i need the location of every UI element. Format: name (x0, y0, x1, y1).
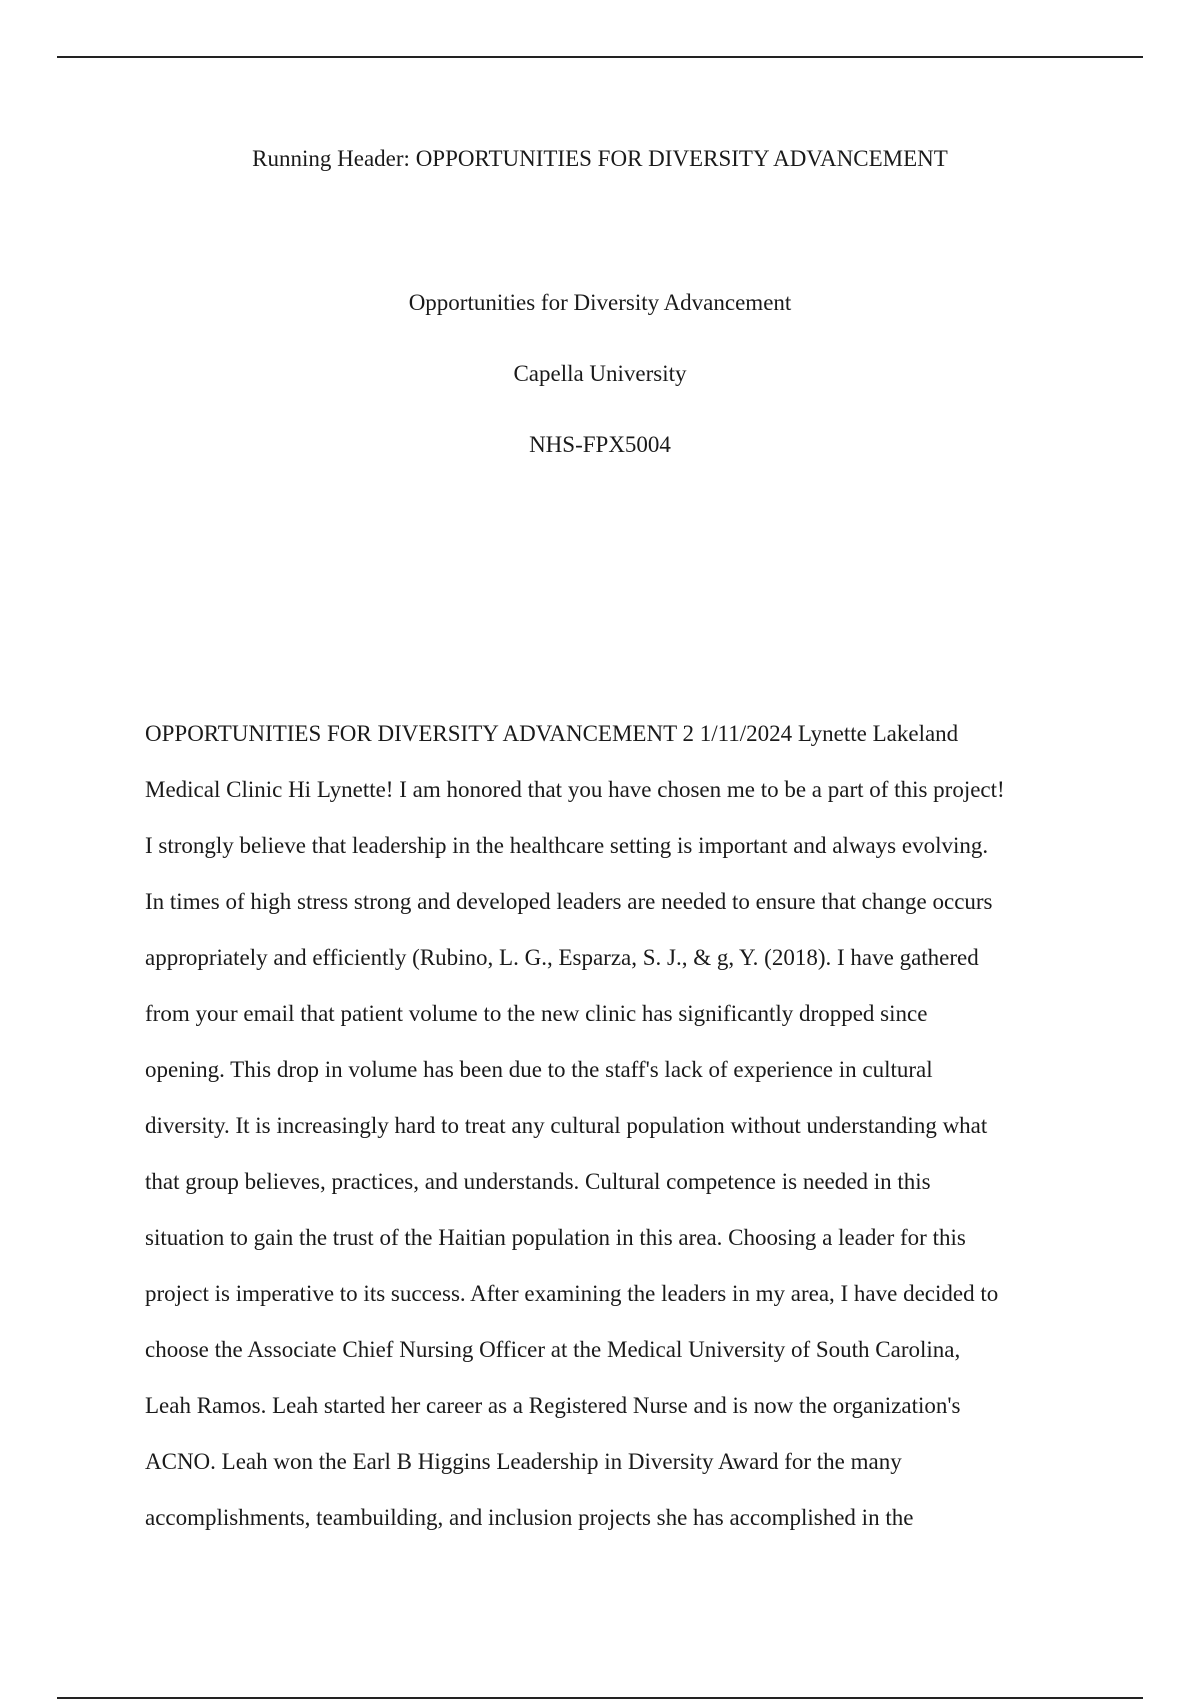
institution-name: Capella University (513, 361, 687, 386)
top-divider (57, 56, 1143, 58)
body-line: choose the Associate Chief Nursing Officer at the Medical University of South Carolina, (145, 1337, 961, 1362)
body-line: from your email that patient volume to the new clinic has significantly dropped since (145, 1001, 928, 1026)
body-line: accomplishments, teambuilding, and inclusion projects she has accomplished in the (145, 1505, 914, 1530)
body-line: Medical Clinic Hi Lynette! I am honored that you have chosen me to be a part of this project! (145, 777, 1005, 802)
body-line: I strongly believe that leadership in the healthcare setting is important and always evolving. (145, 833, 989, 858)
body-line: diversity. It is increasingly hard to treat any cultural population without understanding what (145, 1113, 988, 1138)
body-line: that group believes, practices, and understands. Cultural competence is needed in this (145, 1169, 931, 1194)
title-page-block (0, 288, 1200, 501)
course-code: NHS-FPX5004 (529, 432, 671, 457)
body-paragraph (145, 719, 1065, 1559)
body-line: OPPORTUNITIES FOR DIVERSITY ADVANCEMENT 2 1/11/2024 Lynette Lakeland (145, 721, 959, 746)
body-line: project is imperative to its success. After examining the leaders in my area, I have decided to (145, 1281, 999, 1306)
body-line: appropriately and efficiently (Rubino, L. G., Esparza, S. J., & g, Y. (2018). I have gathered (145, 945, 979, 970)
paper-title: Opportunities for Diversity Advancement (408, 290, 792, 315)
running-header: Running Header: OPPORTUNITIES FOR DIVERSITY ADVANCEMENT (252, 146, 948, 171)
body-line: Leah Ramos. Leah started her career as a Registered Nurse and is now the organization's (145, 1393, 961, 1418)
body-line: ACNO. Leah won the Earl B Higgins Leadership in Diversity Award for the many (145, 1449, 902, 1474)
body-line: opening. This drop in volume has been due to the staff's lack of experience in cultural (145, 1057, 933, 1082)
bottom-divider (57, 1697, 1143, 1699)
body-line: In times of high stress strong and developed leaders are needed to ensure that change occurs (145, 889, 993, 914)
body-line: situation to gain the trust of the Haitian population in this area. Choosing a leader for this (145, 1225, 966, 1250)
